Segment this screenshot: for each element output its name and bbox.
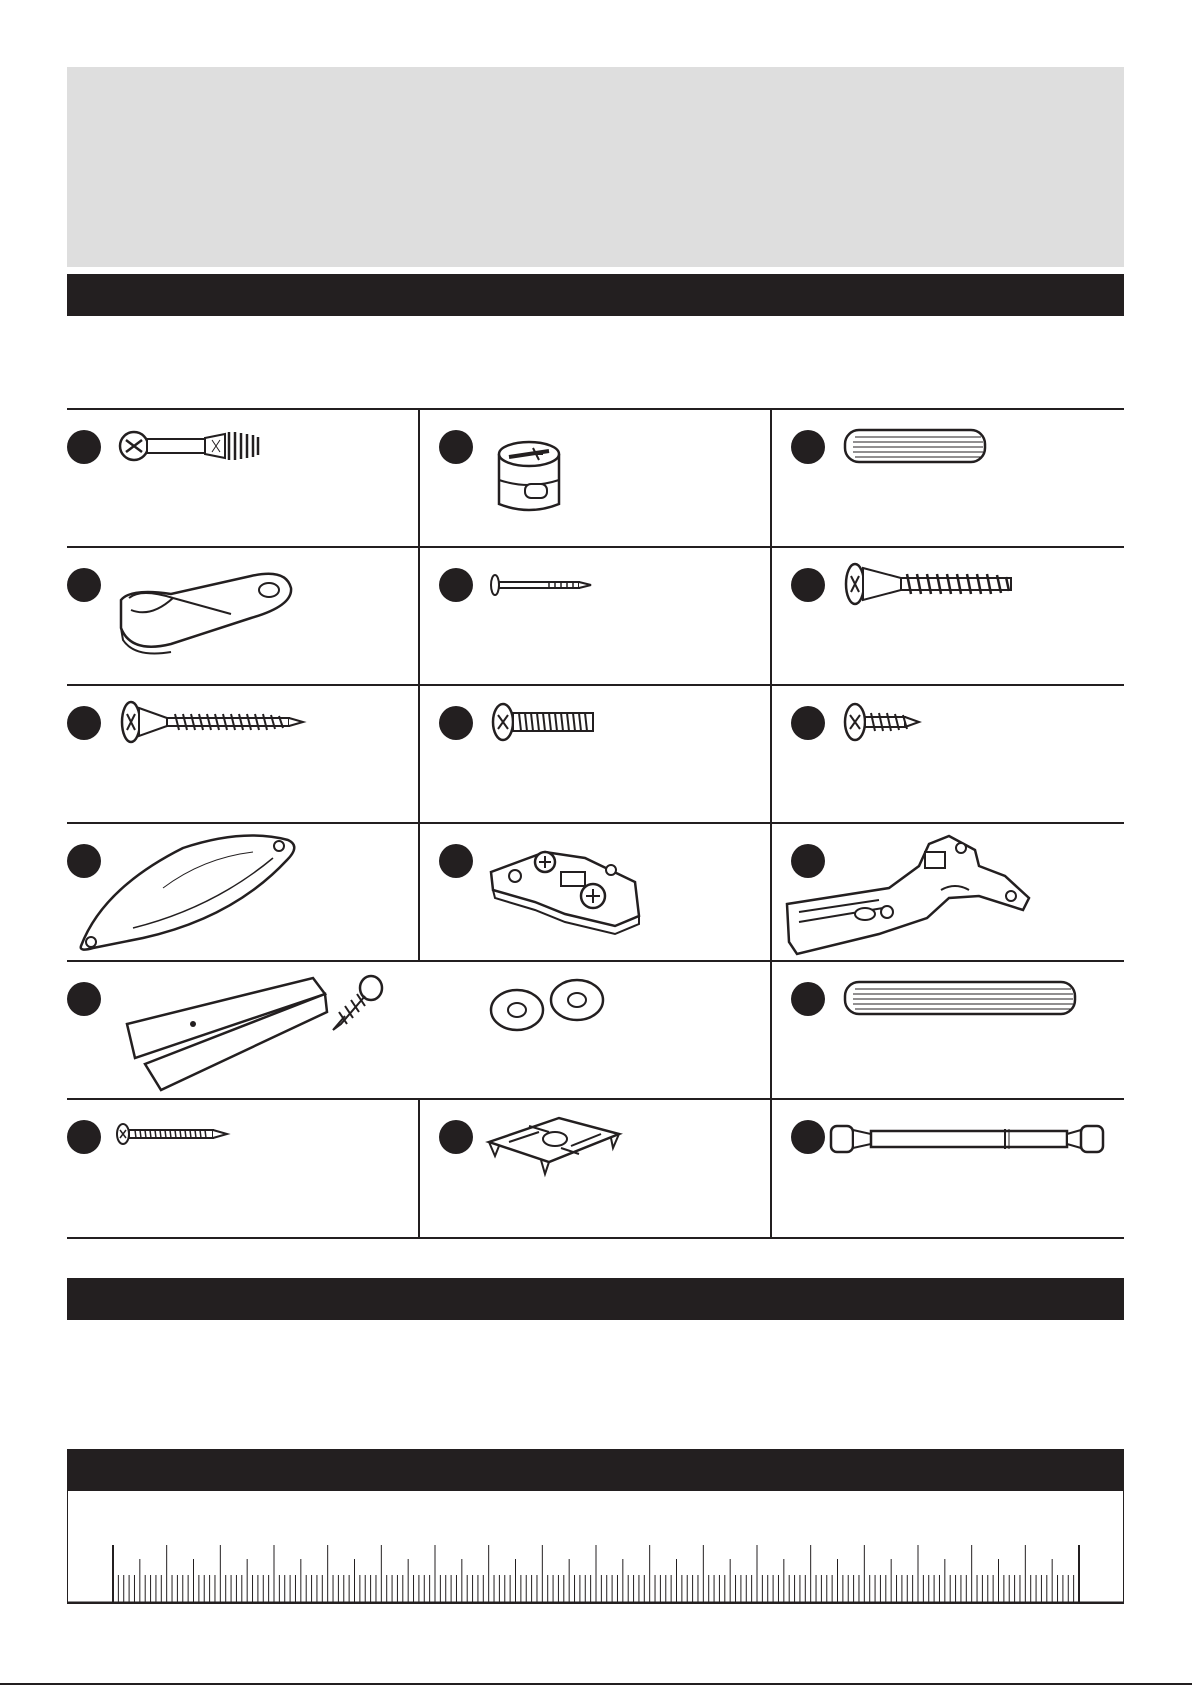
- part-cell-2: [419, 408, 769, 546]
- part-cell-6: [771, 546, 1121, 684]
- cam-bolt-icon: [117, 426, 287, 476]
- nail-icon: [489, 570, 599, 600]
- washer-icon: [487, 974, 627, 1034]
- part-number-badge: [439, 844, 473, 878]
- part-cell-14: [771, 960, 1121, 1098]
- part-number-badge: [791, 1120, 825, 1154]
- cam-lock-icon: [489, 424, 569, 524]
- ruler-panel: [67, 1490, 1124, 1604]
- part-cell-10: [67, 822, 417, 960]
- part-number-badge: [67, 568, 101, 602]
- part-cell-5: [419, 546, 769, 684]
- tools-section-bar: [67, 1278, 1124, 1320]
- part-cell-7: [67, 684, 417, 822]
- part-number-badge: [791, 982, 825, 1016]
- part-number-badge: [791, 430, 825, 464]
- part-number-badge: [439, 430, 473, 464]
- long-dowel-icon: [841, 978, 1081, 1022]
- part-number-badge: [791, 706, 825, 740]
- connector-bolt-icon: [825, 1116, 1115, 1166]
- part-cell-1: [67, 408, 417, 546]
- measuring-ruler: [68, 1490, 1123, 1603]
- concealed-hinge-icon: [779, 826, 1059, 956]
- part-cell-16: [419, 1098, 769, 1236]
- part-cell-12: [771, 822, 1121, 960]
- part-cell-4: [67, 546, 417, 684]
- anti-tip-strap-kit-icon: [117, 964, 417, 1094]
- part-number-badge: [439, 706, 473, 740]
- part-cell-13: [67, 960, 769, 1098]
- part-number-badge: [67, 982, 101, 1016]
- parts-grid: [67, 408, 1124, 1238]
- part-cell-17: [771, 1098, 1121, 1236]
- part-cell-3: [771, 408, 1121, 546]
- header-banner: [67, 67, 1124, 267]
- hinge-mounting-plate-icon: [485, 842, 645, 942]
- part-number-badge: [439, 568, 473, 602]
- cup-handle-icon: [73, 828, 313, 958]
- part-cell-8: [419, 684, 769, 822]
- wooden-dowel-icon: [841, 426, 991, 470]
- part-cell-9: [771, 684, 1121, 822]
- rail-support-cup-icon: [111, 558, 301, 658]
- short-screw-icon: [841, 698, 931, 748]
- part-number-badge: [67, 706, 101, 740]
- shelf-pin-plate-icon: [479, 1112, 629, 1182]
- long-thin-screw-icon: [115, 1120, 235, 1150]
- part-cell-11: [419, 822, 769, 960]
- coarse-screw-icon: [841, 560, 1031, 610]
- part-number-badge: [67, 1120, 101, 1154]
- part-number-badge: [67, 430, 101, 464]
- fittings-section-bar: [67, 274, 1124, 316]
- part-number-badge: [791, 568, 825, 602]
- part-cell-15: [67, 1098, 417, 1236]
- ruler-section-bar: [67, 1449, 1124, 1491]
- wood-screw-icon: [117, 698, 317, 748]
- part-number-badge: [439, 1120, 473, 1154]
- machine-screw-icon: [489, 698, 609, 748]
